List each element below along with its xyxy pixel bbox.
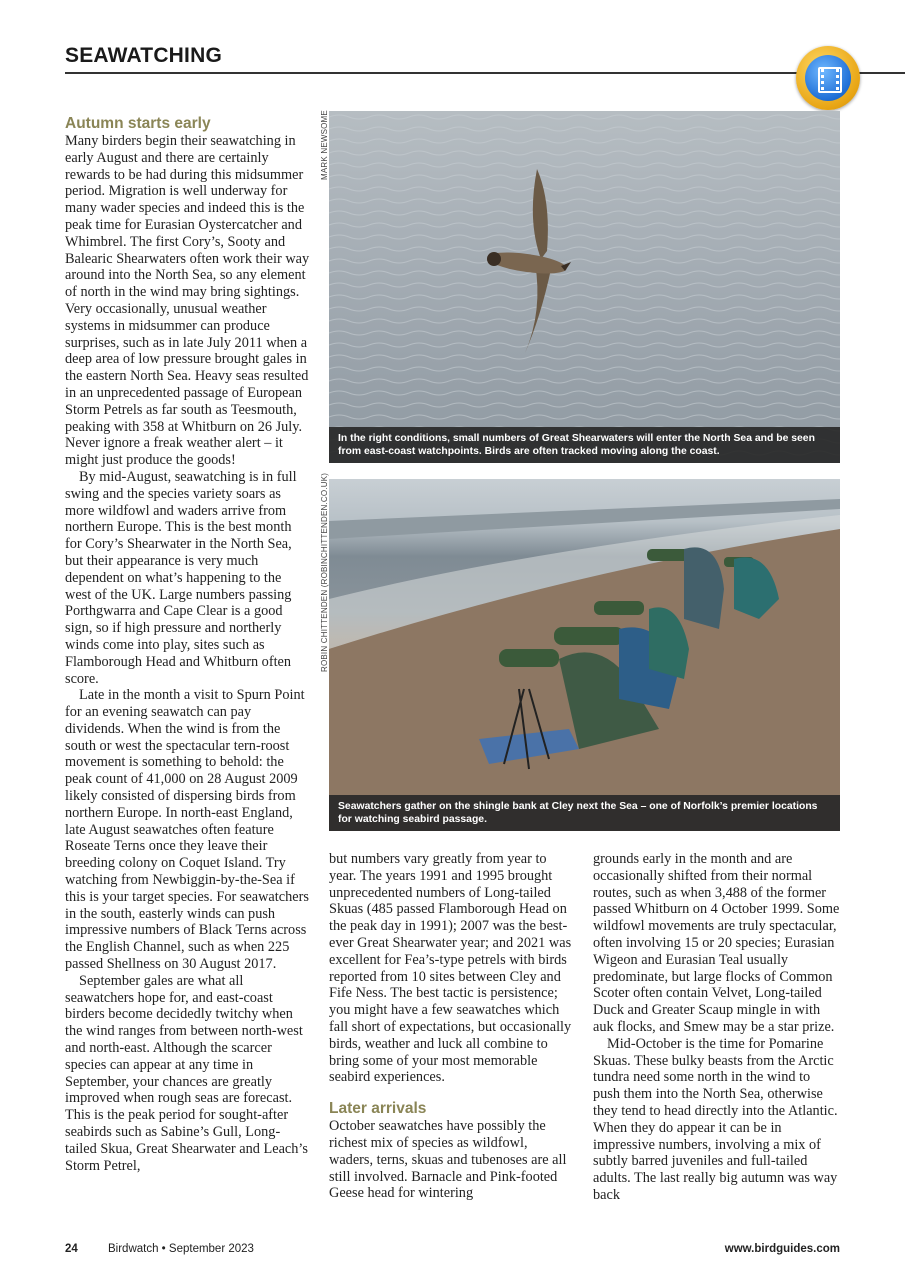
website-url[interactable]: www.birdguides.com	[724, 1243, 840, 1255]
header-divider	[65, 72, 905, 74]
photo-caption: In the right conditions, small numbers of Great Shearwaters will enter the North Sea and be seen from east-coast watchpoints. Birds are often tracked moving along the coast.	[329, 427, 840, 463]
article-column-3	[593, 851, 840, 1204]
photo-cley-seawatchers	[329, 479, 840, 831]
paragraph: but numbers vary greatly from year to year. The years 1991 and 1995 brought unprecedented numbers of Long-tailed Skuas (485 passed Flamborough Head on the peak day in 1991); 2007 was the best-ever Great Shearwater year; and 2021 was excellent for Fea’s-type petrels with birds reported from 10 sites between Cley and Fife Ness. The best tactic is persistence; you might have a few seawatches which fall short of expectations, but occasionally birds, weather and luck all combine to bring some of your most memorable seabird experiences.	[329, 851, 572, 1086]
section-badge	[796, 46, 860, 110]
page-number: 24	[65, 1243, 78, 1255]
paragraph: Late in the month a visit to Spurn Point for an evening seawatch can pay dividends. When the wind is from the south or west the spectacular tern-roost movement is something to behold: the peak count of 41,000 on 28 August 2009 likely consisted of dispersing birds from northern Europe. In north-east England, late August seawatches often feature Roseate Terns once they leave their breeding colony on Coquet Island. Try watching from Newbiggin-by-the-Sea if this is your target species. For seawatchers in the south, easterly winds can push impressive numbers of Black Terns across the English Channel, such as when 225 passed Shellness on 30 August 2017.	[65, 687, 309, 973]
section-title: SEAWATCHING	[65, 44, 222, 67]
subhead-later-arrivals: Later arrivals	[329, 1100, 427, 1118]
paragraph: grounds early in the month and are occasionally shifted from their normal routes, such as when 3,488 of the former passed Whitburn on 4 October 1999. Some wildfowl movements are truly spectacular, often involving 15 or 20 species; Eurasian Wigeon and Eurasian Teal usually predominate, but large flocks of Common Scoter often contain Velvet, Long-tailed Duck and Greater Scaup mingle in with auk flocks, and Smew may be a star prize.	[593, 851, 840, 1035]
photo-credit: ROBIN CHITTENDEN (ROBINCHITTENDEN.CO.UK)	[320, 472, 329, 672]
paragraph: Mid-October is the time for Pomarine Skuas. These bulky beasts from the Arctic tundra need some north in the wind to push them into the North Sea, otherwise they tend to head directly into the Atlantic. When they do appear it can be in impressive numbers, involving a mix of subtly barred juveniles and full-tailed adults. The last really big autumn was way back	[593, 1035, 838, 1203]
subhead-autumn-starts-early: Autumn starts early	[65, 115, 211, 132]
photo-great-shearwater	[329, 111, 840, 463]
photo-caption: Seawatchers gather on the shingle bank at Cley next the Sea – one of Norfolk’s premier locations for watching seabird passage.	[329, 795, 840, 831]
article-column-1	[65, 115, 310, 1174]
issue-info: Birdwatch • September 2023	[108, 1243, 254, 1255]
film-strip-icon	[818, 67, 842, 93]
seawatchers-illustration	[329, 479, 840, 831]
paragraph: By mid-August, seawatching is in full swing and the species variety soars as more wildfowl and waders arrive from northern Europe. This is the best month for Cory’s Shearwater in the North Sea, but their appearance is very much dependent on what’s happening to the west of the UK. Large numbers passing Porthgwarra and Cape Clear is a good sign, so if high pressure and northerly winds come into play, sites such as Flamborough Head and Whitburn often score.	[65, 468, 297, 687]
paragraph: Many birders begin their seawatching in early August and there are certainly rewards to be had during this midsummer period. Migration is well underway for many wader species and indeed this is the peak time for Eurasian Oystercatcher and Whimbrel. The first Cory’s, Sooty and Balearic Shearwaters often work their way around into the North Sea, so any element of north in the wind may bring sightings. Very occasionally, unusual weather systems in midsummer can produce surprises, such as in late July 2011 when a deep area of low pressure brought gales in the eastern North Sea. Heavy seas resulted in an unprecedented passage of European Storm Petrels as far south as Teesmouth, peaking with 358 at Whitburn on 26 July. Never ignore a freak weather alert – it might just produce the goods!	[65, 133, 310, 469]
paragraph: October seawatches have possibly the richest mix of species as wildfowl, waders, terns, skuas and tubenoses are all still involved. Barnacle and Pink-footed Geese head for wintering	[329, 1118, 567, 1202]
paragraph: September gales are what all seawatchers hope for, and east-coast birders become decidedly twitchy when the wind ranges from between north-west and north-east. Although the scarcer species can appear at any time in September, your chances are greatly improved when rough seas are forecast. This is the peak period for sought-after seabirds such as Sabine’s Gull, Long-tailed Skua, Great Shearwater and Leach’s Storm Petrel,	[65, 972, 308, 1174]
photo-credit: MARK NEWSOME	[320, 110, 329, 180]
article-column-2	[329, 851, 574, 1202]
shearwater-illustration	[329, 111, 840, 463]
